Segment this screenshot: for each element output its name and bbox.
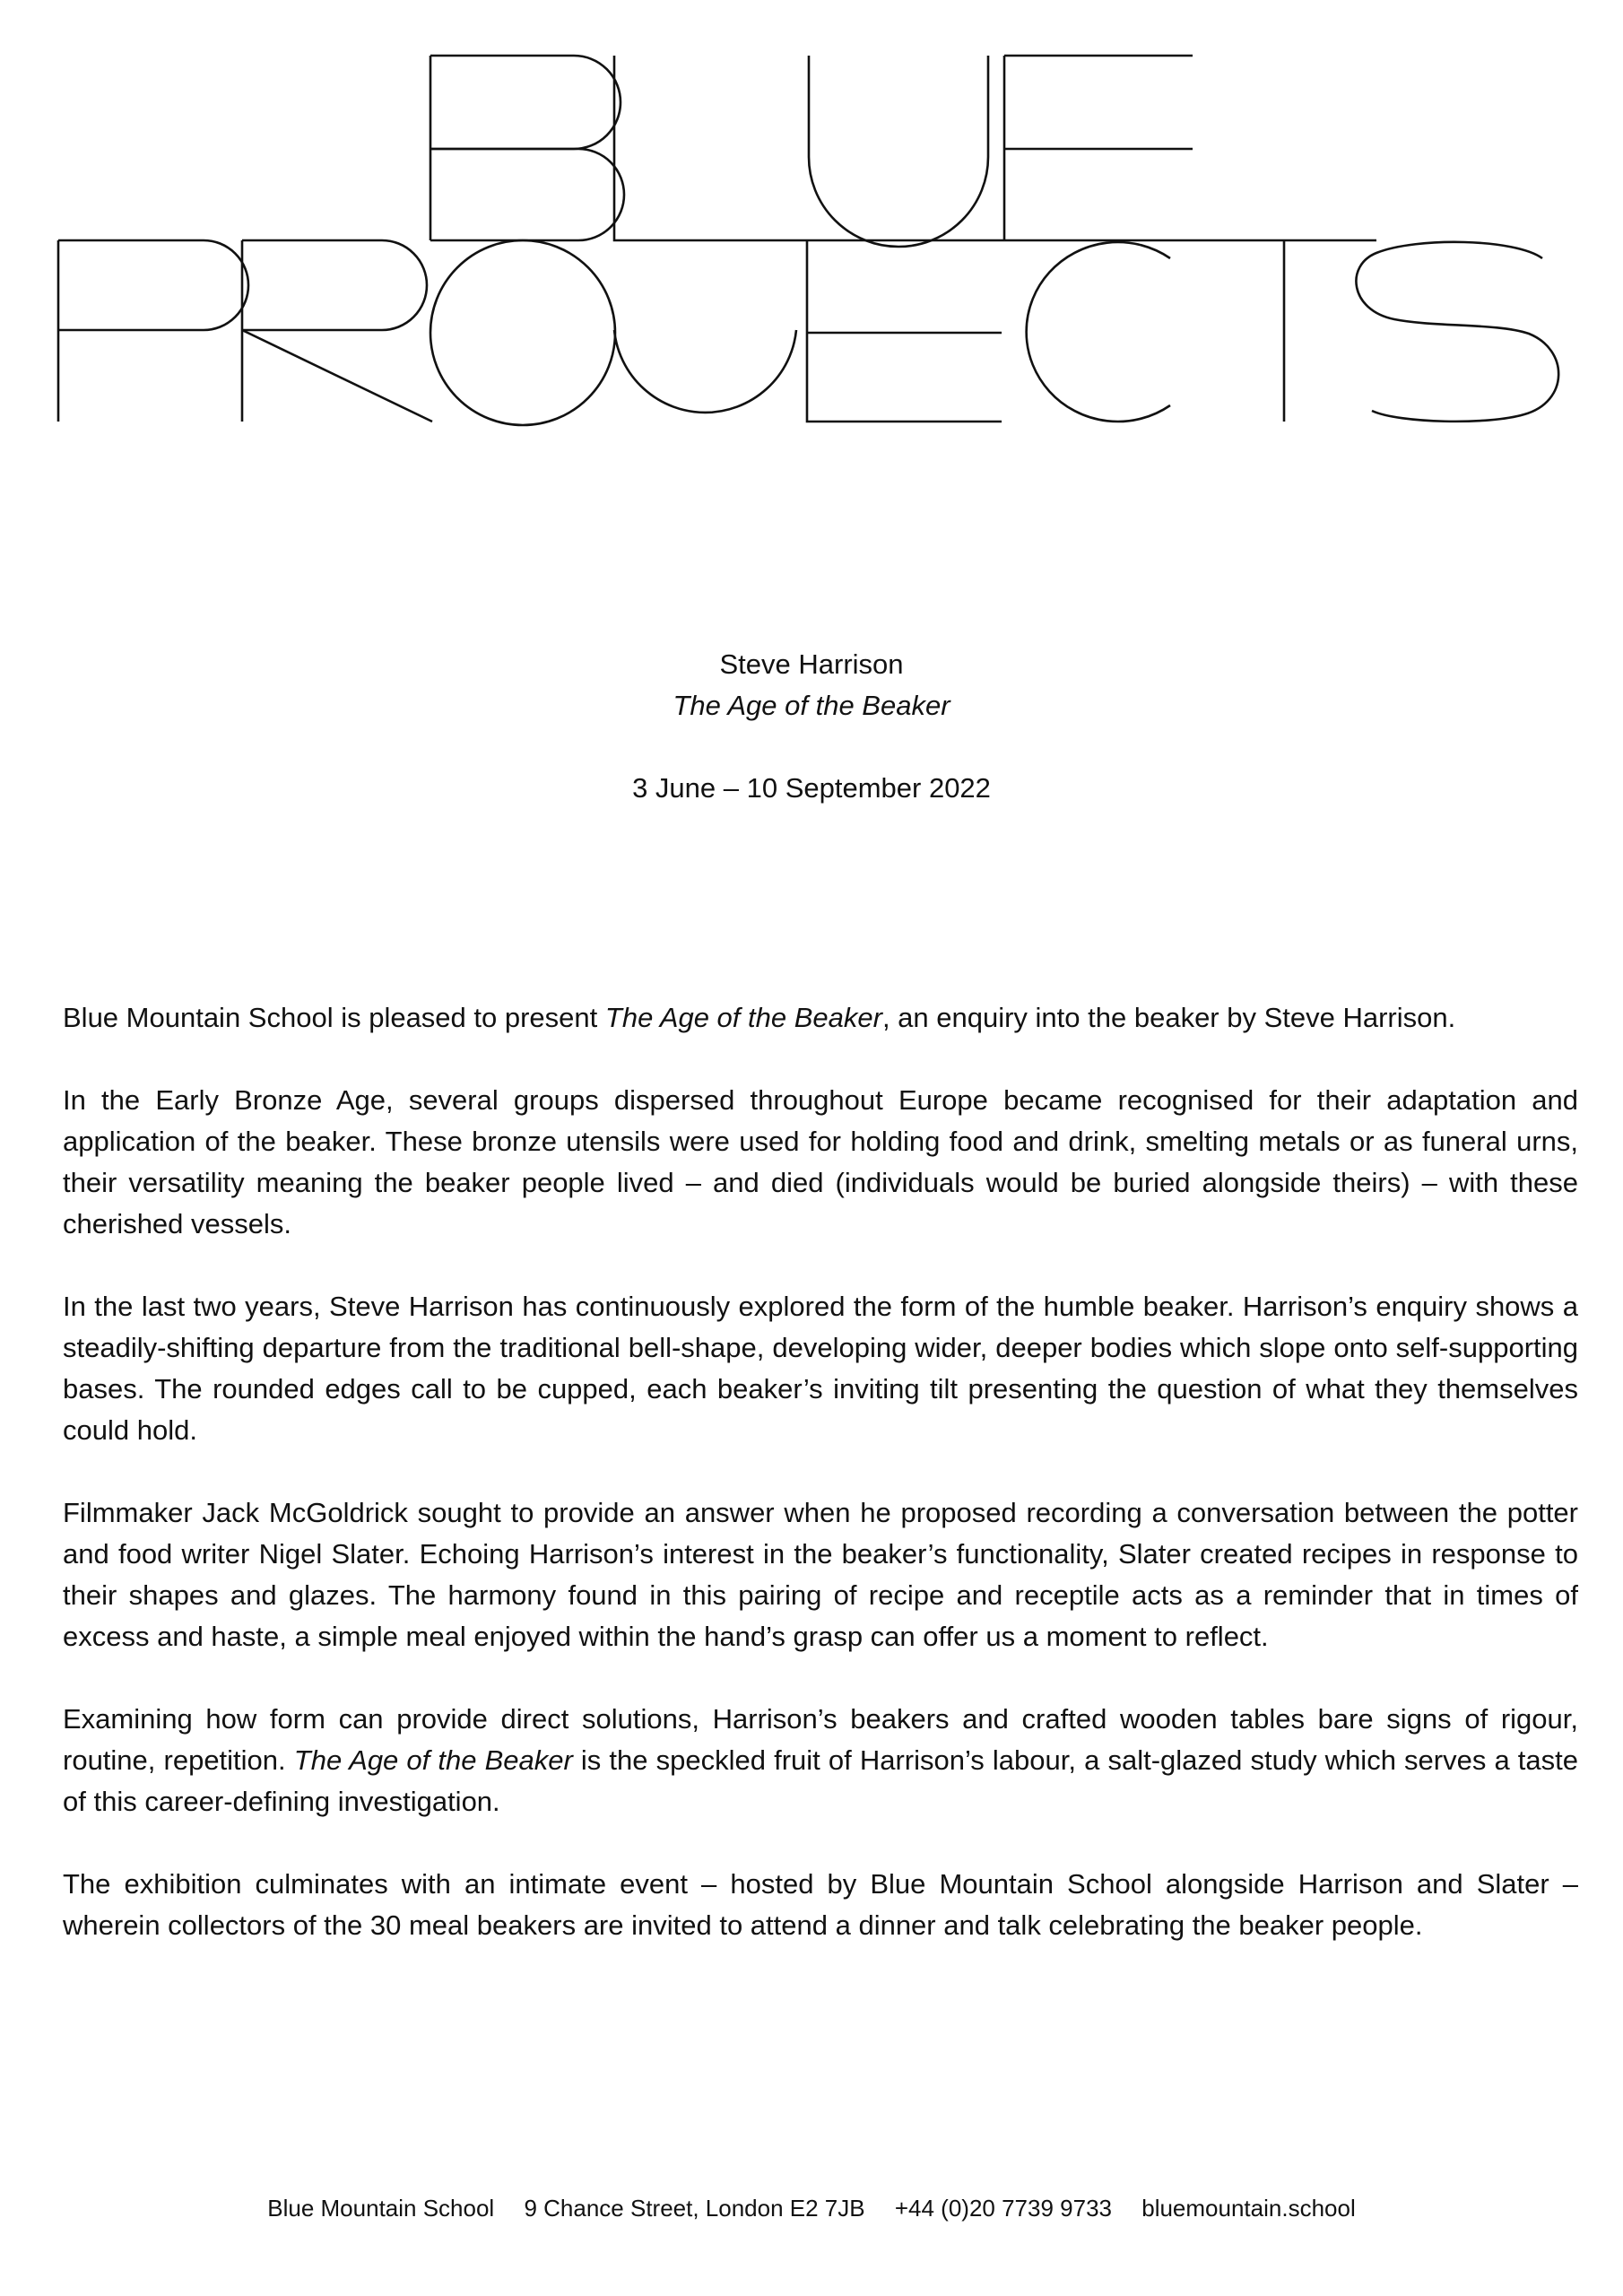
paragraph-form-text: Examining how form can provide direct solutions, Harrison’s beakers and crafted wooden tables bare signs of rigour, routine, repetition. <box>63 1703 1578 1776</box>
footer-address: 9 Chance Street, London E2 7JB <box>524 2195 865 2222</box>
paragraph-event: The exhibition culminates with an intimate event – hosted by Blue Mountain School alongside Harrison and Slater – wherein collectors of the 30 meal beakers are invited to attend a dinner and talk celebrating the beaker people. <box>63 1868 1578 1941</box>
paragraph-bronze-age: In the Early Bronze Age, several groups dispersed throughout Europe became recognised for their adaptation and application of the beaker. These bronze utensils were used for holding food and drink, smelting metals or as funeral urns, their versatility meaning the beaker people lived – and died (individuals would be buried alongside theirs) – with these cherished vessels. <box>63 1084 1578 1239</box>
paragraph-harrison-enquiry: In the last two years, Steve Harrison has continuously explored the form of the humble beaker. Harrison’s enquiry shows a steadily-shifting departure from the traditional bell-shape, developing wider, deeper bodies which slope onto self-supporting bases. The rounded edges call to be cupped, each beaker’s inviting tilt presenting the question of what they themselves could hold. <box>63 1291 1578 1446</box>
paragraph-intro-text-end: , an enquiry into the beaker by Steve Harrison. <box>881 1002 1456 1033</box>
paragraph-intro-text: Blue Mountain School is pleased to present <box>63 1002 605 1033</box>
press-release-body <box>63 997 1578 1946</box>
logo-line-projects <box>58 240 1558 425</box>
paragraph-filmmaker: Filmmaker Jack McGoldrick sought to provide an answer when he proposed recording a conversation between the potter and food writer Nigel Slater. Echoing Harrison’s interest in the beaker’s functionality, Slater created recipes in response to their shapes and glazes. The harmony found in this pairing of recipe and receptile acts as a reminder that in times of excess and haste, a simple meal enjoyed within the hand’s grasp can offer us a moment to reflect. <box>63 1497 1578 1652</box>
exhibition-dates: 3 June – 10 September 2022 <box>632 772 991 804</box>
footer-website-link[interactable]: bluemountain.school <box>1141 2195 1356 2222</box>
footer-phone[interactable]: +44 (0)20 7739 9733 <box>894 2195 1112 2222</box>
logo-line-blue <box>430 56 1376 247</box>
blue-projects-logo <box>54 54 1578 448</box>
paragraph-intro <box>63 997 1578 1039</box>
artist-name: Steve Harrison <box>719 648 904 680</box>
exhibition-title: The Age of the Beaker <box>673 690 950 721</box>
footer-organisation: Blue Mountain School <box>267 2195 495 2222</box>
exhibition-title-inline: The Age of the Beaker <box>604 1002 882 1033</box>
exhibition-title-inline: The Age of the Beaker <box>293 1744 573 1776</box>
footer <box>0 2192 1623 2224</box>
paragraph-form <box>63 1699 1578 1822</box>
paragraph-form-text-end: is the speckled fruit of Harrison’s labour, a salt-glazed study which serves a taste of this career-defining investigation. <box>63 1744 1579 1817</box>
